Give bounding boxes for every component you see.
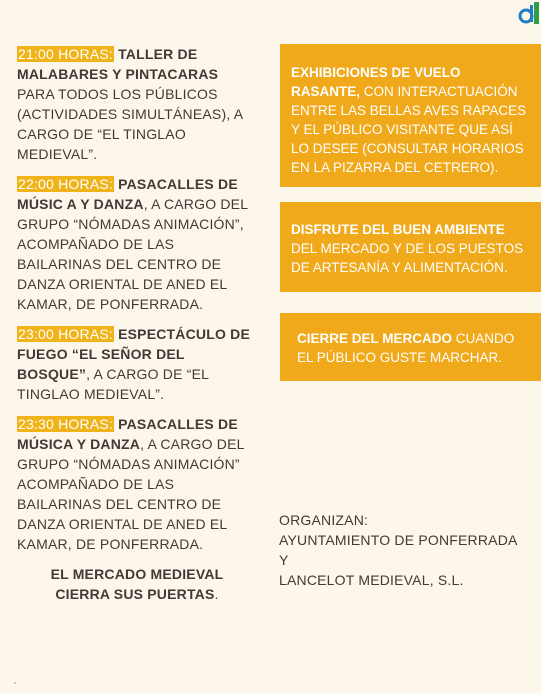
- closing-line-2: CIERRA SUS PUERTAS: [55, 586, 215, 602]
- schedule-entry: [17, 414, 257, 554]
- organizers-line-1: AYUNTAMIENTO DE PONFERRADA Y: [279, 532, 517, 568]
- info-box-title: EXHIBICIONES DE VUELO RASANTE,: [291, 65, 461, 99]
- schedule-title: PASACALLES DE MÚSICA Y DANZA: [17, 416, 238, 452]
- info-box-market-closing: [280, 313, 541, 381]
- schedule-time: 22:00 HORAS:: [18, 176, 113, 192]
- schedule-entry: [17, 174, 257, 314]
- schedule-time: 23:30 HORAS:: [18, 416, 113, 432]
- organizers-block: [279, 510, 529, 590]
- info-box-ambience: [280, 202, 541, 292]
- schedule-text: PARA TODOS LOS PÚBLICOS (ACTIVIDADES SIMULTÁNEAS), A CARGO DE “EL TINGLAO MEDIEVAL”.: [17, 86, 243, 162]
- schedule-time: 21:00 HORAS:: [18, 46, 113, 62]
- closing-notice: [17, 564, 257, 604]
- info-box-flight-exhibition: [280, 44, 541, 187]
- corner-logo-icon: [517, 2, 539, 24]
- schedule-text: , A CARGO DEL GRUPO “NÓMADAS ANIMACIÓN” ACOMPAÑADO DE LAS BAILARINAS DEL CENTRO DE DANZA ORIENTAL DE ANED EL KAMAR, DE PONFERRADA.: [17, 436, 245, 552]
- schedule-column: [17, 44, 257, 604]
- closing-period: .: [214, 586, 219, 602]
- organizers-line-2: LANCELOT MEDIEVAL, S.L.: [279, 572, 464, 588]
- schedule-text: , A CARGO DE “EL TINGLAO MEDIEVAL”.: [17, 366, 209, 402]
- schedule-title: PASACALLES DE MÚSIC A Y DANZA: [17, 176, 238, 212]
- closing-line-1: EL MERCADO MEDIEVAL: [50, 566, 224, 582]
- schedule-title: ESPECTÁCULO DE FUEGO “EL SEÑOR DEL BOSQUE”: [17, 326, 251, 382]
- schedule-text: , A CARGO DEL GRUPO “NÓMADAS ANIMACIÓN”, ACOMPAÑADO DE LAS BAILARINAS DEL CENTRO DE DANZA ORIENTAL DE ANED EL KAMAR, DE PONFERRADA.: [17, 196, 248, 312]
- schedule-entry: [17, 44, 257, 164]
- page-mark: [14, 682, 16, 684]
- info-box-text: CON INTERACTUACIÓN ENTRE LAS BELLAS AVES RAPACES Y EL PÚBLICO VISITANTE QUE ASÍ LO DESEE (CONSULTAR HORARIOS EN LA PIZARRA DEL CETRERO).: [291, 84, 527, 175]
- schedule-time: 23:00 HORAS:: [18, 326, 113, 342]
- schedule-title: TALLER DE MALABARES Y PINTACARAS: [17, 46, 219, 82]
- info-box-text: DEL MERCADO Y DE LOS PUESTOS DE ARTESANÍA Y ALIMENTACIÓN.: [291, 241, 524, 275]
- info-box-title: CIERRE DEL MERCADO: [297, 331, 453, 346]
- info-box-text: CUANDO EL PÚBLICO GUSTE MARCHAR.: [297, 331, 515, 365]
- organizers-label: ORGANIZAN:: [279, 512, 369, 528]
- info-box-title: DISFRUTE DEL BUEN AMBIENTE: [291, 222, 505, 237]
- schedule-entry: [17, 324, 257, 404]
